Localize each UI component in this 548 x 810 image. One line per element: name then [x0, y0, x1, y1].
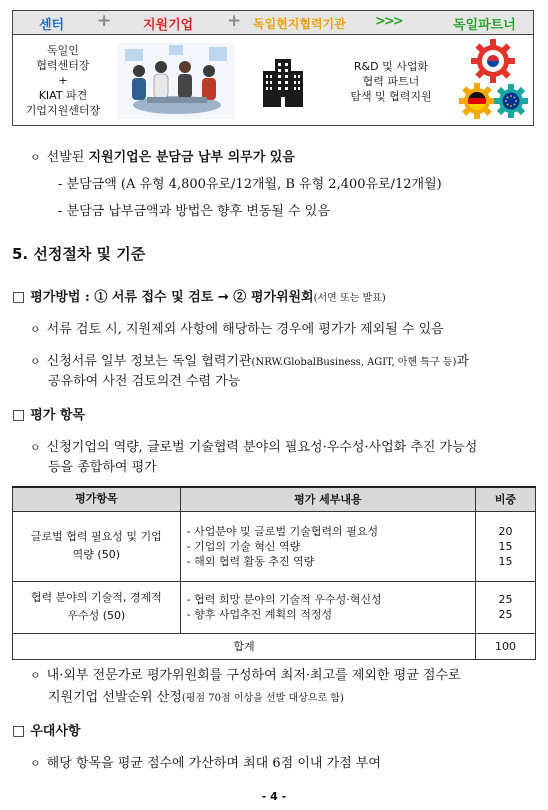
- contribution-change-detail: - 분담금 납부금액과 방법은 향후 변동될 수 있음: [58, 204, 330, 219]
- partnership-flow-banner: [12, 10, 534, 126]
- page-number: - 4 -: [261, 790, 287, 803]
- col-header-weight: 비중: [476, 487, 536, 511]
- bullet-eval-criteria-cont: 등을 종합하여 평가: [48, 460, 157, 475]
- plus-icon: +: [97, 11, 112, 31]
- eval-method-line: □ 평가방법 : ① 서류 접수 및 검토 → ② 평가위원회(서면 또는 발표): [12, 289, 386, 305]
- checkbox-square-icon: □: [12, 289, 26, 305]
- circle-bullet-icon: ㅇ: [30, 355, 41, 368]
- bullet-committee-cont: 지원기업 선발순위 산정(평점 70점 이상을 선발 대상으로 함): [48, 690, 344, 705]
- table-row: [13, 511, 536, 581]
- bullet-contribution-obligation: ㅇ 선발된 지원기업은 분담금 납부 의무가 있음: [30, 150, 295, 165]
- flow-label-partner: 독일파트너: [453, 18, 516, 33]
- flow-label-center: 센터: [39, 18, 65, 33]
- section-title: 5. 선정절차 및 기준: [12, 245, 146, 263]
- table-total-row: [13, 633, 536, 659]
- flow-label-support-company: 지원기업: [143, 18, 194, 33]
- table-total-value: 100: [476, 633, 536, 659]
- circle-bullet-icon: ㅇ: [30, 757, 41, 770]
- preference-heading: □ 우대사항: [12, 723, 81, 739]
- partner-support-text: R&D 및 사업화 협력 파트너 탐색 및 협력지원: [350, 60, 432, 103]
- eval-items-heading: □ 평가 항목: [12, 407, 85, 423]
- table-cell-item: 글로벌 협력 필요성 및 기업 역량 (50): [13, 511, 181, 581]
- circle-bullet-icon: ㅇ: [30, 441, 41, 454]
- arrow-right-icon: →: [213, 290, 234, 305]
- table-cell-weight: 25 25: [476, 581, 536, 633]
- bullet-info-sharing-cont: 공유하여 사전 검토의견 수렴 가능: [48, 374, 241, 389]
- gears-flags-icon: [453, 37, 531, 125]
- office-building-icon: [261, 57, 305, 107]
- plus-icon: +: [227, 11, 242, 31]
- col-header-detail: 평가 세부내용: [180, 487, 475, 511]
- flow-label-local-agency: 독일현지협력기관: [253, 17, 346, 31]
- table-cell-weight: 20 15 15: [476, 511, 536, 581]
- circle-bullet-icon: ㅇ: [30, 323, 41, 336]
- evaluation-table: [12, 486, 536, 660]
- table-total-label: 합계: [13, 633, 476, 659]
- triple-arrow-icon: >>>: [375, 14, 402, 29]
- table-cell-item: 협력 분야의 기술적, 경제적 우수성 (50): [13, 581, 181, 633]
- flow-header-bar: [13, 11, 533, 35]
- checkbox-square-icon: □: [12, 723, 26, 739]
- center-heads-text: 독일인 협력센터장 + KIAT 파견 기업지원센터장: [25, 44, 101, 117]
- bullet-info-sharing: ㅇ 신청서류 일부 정보는 독일 협력기관(NRW.GlobalBusiness, AGIT, 아헨 특구 등)과: [30, 354, 469, 369]
- flow-body: [13, 35, 533, 126]
- bullet-exclusion: ㅇ 서류 검토 시, 지원제외 사항에 해당하는 경우에 평가가 제외될 수 있음: [30, 322, 444, 337]
- table-header-row: [13, 487, 536, 511]
- bullet-committee: ㅇ 내·외부 전문가로 평가위원회를 구성하여 최저·최고를 제외한 평균 점수로: [30, 668, 461, 683]
- contribution-amount-detail: - 분담금액 (A 유형 4,800유로/12개월, B 유형 2,400유로/12개월): [58, 177, 442, 192]
- table-row: [13, 581, 536, 633]
- col-header-item: 평가항목: [13, 487, 181, 511]
- checkbox-square-icon: □: [12, 407, 26, 423]
- bullet-bonus-points: ㅇ 해당 항목을 평균 점수에 가산하며 최대 6점 이내 가점 부여: [30, 756, 381, 771]
- table-cell-detail: - 협력 희망 분야의 기술적 우수성·혁신성 - 향후 사업추진 계획의 적정성: [180, 581, 475, 633]
- circle-bullet-icon: ㅇ: [30, 151, 41, 164]
- bullet-eval-criteria: ㅇ 신청기업의 역량, 글로벌 기술협력 분야의 필요성·우수성·사업화 추진 가능성: [30, 440, 478, 455]
- meeting-people-illustration: [117, 41, 235, 121]
- table-cell-detail: - 사업분야 및 글로벌 기술협력의 필요성 - 기업의 기술 혁신 역량 - 해외 협력 활동 추진 역량: [180, 511, 475, 581]
- circle-bullet-icon: ㅇ: [30, 669, 41, 682]
